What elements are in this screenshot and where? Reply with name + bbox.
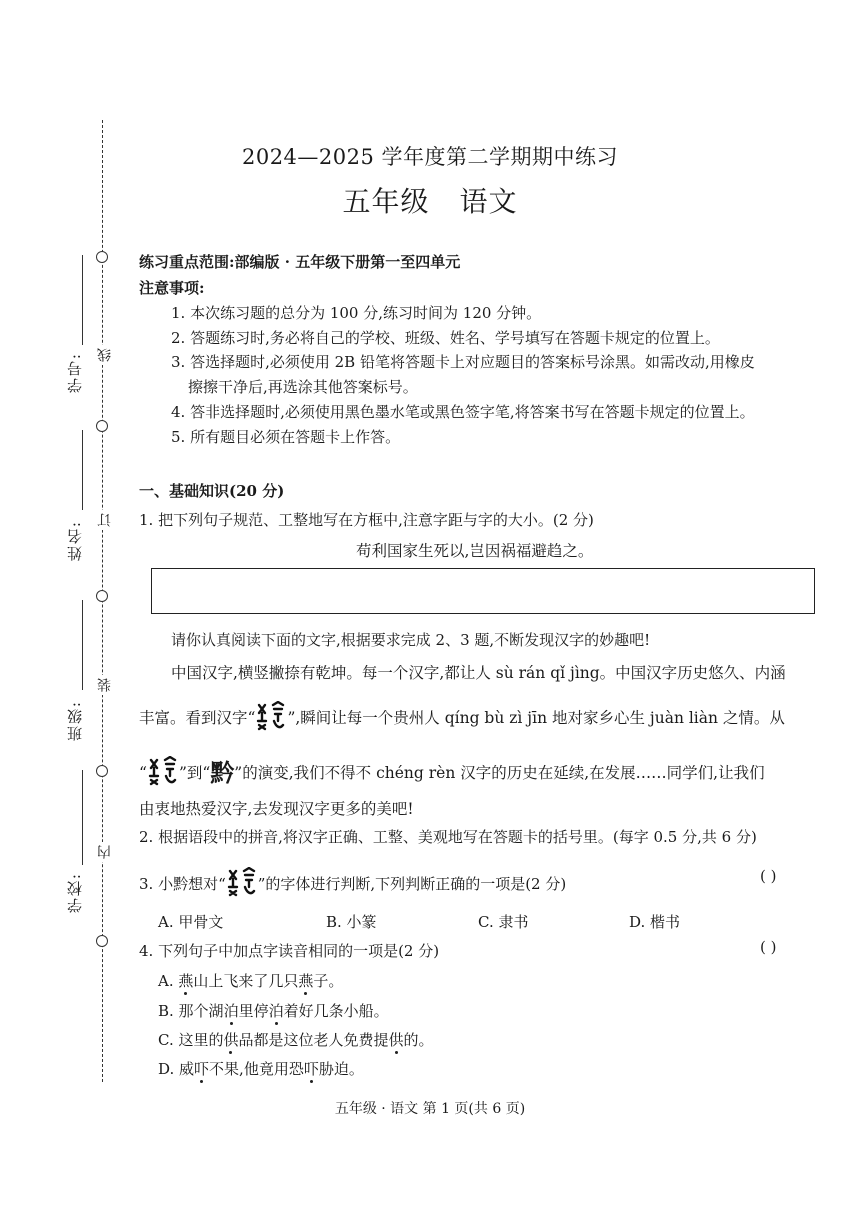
option-text: 不果,他竟用恐 <box>209 1060 304 1078</box>
note-item: 擦擦干净后,再选涂其他答案标号。 <box>188 378 418 396</box>
option-text: B. 那个湖 <box>158 1002 224 1020</box>
option-a[interactable] <box>158 970 343 991</box>
ancient-character-glyph <box>227 867 257 897</box>
option-text: A. <box>158 972 179 990</box>
binding-circle <box>96 590 108 602</box>
passage-text: “ <box>139 764 147 782</box>
passage-text: ”,瞬间让每一个贵州人 qíng bù zì jīn 地对家乡心生 juàn liàn 之情。从 <box>287 709 785 727</box>
class-label: 班级: <box>66 700 84 742</box>
option-d[interactable] <box>158 1058 364 1079</box>
passage-line: 由衷地热爱汉字,去发现汉字更多的美吧! <box>139 800 414 818</box>
question-3-text: 3. 小黔想对“ <box>139 875 226 893</box>
student-name-field <box>64 520 85 561</box>
margin-mark-ding: 订 <box>95 510 115 530</box>
exam-title: 2024—2025 学年度第二学期期中练习 <box>241 145 619 169</box>
option-a[interactable]: A. 甲骨文 <box>158 913 224 931</box>
question-2: 2. 根据语段中的拼音,将汉字正确、工整、美观地写在答题卡的括号里。(每字 0.5 分,共 6 分) <box>139 828 757 846</box>
dotted-character: 吓 <box>194 1060 210 1078</box>
passage-intro: 请你认真阅读下面的文字,根据要求完成 2、3 题,不断发现汉字的妙趣吧! <box>171 631 651 649</box>
modern-character-glyph: 黔 <box>210 758 235 787</box>
note-item: 4. 答非选择题时,必须使用黑色墨水笔或黑色签字笔,将答案书写在答题卡规定的位置上。 <box>171 403 755 421</box>
option-text: 里停 <box>238 1002 269 1020</box>
passage-line: 中国汉字,横竖撇捺有乾坤。每一个汉字,都让人 sù rán qǐ jìng。中国汉字历史悠久、内涵 <box>171 664 786 682</box>
class-field <box>64 700 85 741</box>
option-text: 山上飞来了几只 <box>193 972 299 990</box>
dotted-character: 燕 <box>178 972 194 990</box>
option-text: 子。 <box>313 972 344 990</box>
scope-line: 练习重点范围:部编版 · 五年级下册第一至四单元 <box>139 253 461 271</box>
option-b[interactable] <box>158 1000 389 1021</box>
answer-parenthesis[interactable]: ( ) <box>760 938 777 956</box>
margin-mark-nei: 内 <box>95 842 115 862</box>
note-item: 1. 本次练习题的总分为 100 分,练习时间为 120 分钟。 <box>171 304 542 322</box>
note-item: 3. 答选择题时,必须使用 2B 铅笔将答题卡上对应题目的答案标号涂黑。如需改动,用橡皮 <box>171 353 755 371</box>
dotted-character: 吓 <box>303 1060 319 1078</box>
underline <box>82 770 83 865</box>
answer-parenthesis[interactable]: ( ) <box>760 867 777 885</box>
question-1-sentence: 苟利国家生死以,岂因祸福避趋之。 <box>356 542 594 560</box>
school-field <box>64 872 85 913</box>
student-number-field <box>64 352 85 393</box>
option-b[interactable]: B. 小篆 <box>326 913 377 931</box>
ancient-character-glyph <box>148 756 178 786</box>
note-item: 5. 所有题目必须在答题卡上作答。 <box>171 428 401 446</box>
grade-label: 五年级 <box>342 185 430 218</box>
student-name-label: 姓名: <box>66 520 84 562</box>
exam-subtitle <box>0 180 860 220</box>
question-1: 1. 把下列句子规范、工整地写在方框中,注意字距与字的大小。(2 分) <box>139 511 594 529</box>
underline <box>82 430 83 510</box>
passage-text: 丰富。看到汉字“ <box>139 709 256 727</box>
binding-circle <box>96 935 108 947</box>
passage-line <box>139 753 765 788</box>
option-text: C. 这里的 <box>158 1031 224 1049</box>
note-item: 2. 答题练习时,务必将自己的学校、班级、姓名、学号填写在答题卡规定的位置上。 <box>171 329 720 347</box>
student-number-label: 学号: <box>66 352 84 394</box>
passage-line <box>139 701 785 731</box>
binding-circle <box>96 251 108 263</box>
page-footer: 五年级 · 语文 第 1 页(共 6 页) <box>334 1101 526 1117</box>
option-text: D. 威 <box>158 1060 195 1078</box>
dotted-character: 供 <box>388 1031 404 1049</box>
binding-circle <box>96 420 108 432</box>
question-3 <box>139 867 566 897</box>
question-4: 4. 下列句子中加点字读音相同的一项是(2 分) <box>139 942 440 960</box>
option-d[interactable]: D. 楷书 <box>629 913 681 931</box>
dotted-character: 燕 <box>298 972 314 990</box>
passage-text: ”的演变,我们不得不 chéng rèn 汉字的历史在延续,在发展……同学们,让我们 <box>234 764 765 782</box>
dotted-character: 泊 <box>268 1002 284 1020</box>
option-text: 品都是这位老人免费提 <box>238 1031 389 1049</box>
margin-mark-zhuang: 装 <box>95 675 115 695</box>
binding-circle <box>96 765 108 777</box>
underline <box>82 600 83 690</box>
option-text: 胁迫。 <box>318 1060 364 1078</box>
ancient-character-glyph <box>256 701 286 731</box>
margin-mark-xian: 线 <box>95 345 115 365</box>
underline <box>82 255 83 345</box>
option-text: 的。 <box>403 1031 434 1049</box>
dotted-character: 泊 <box>223 1002 239 1020</box>
option-text: 着好几条小船。 <box>283 1002 389 1020</box>
subject-label: 语文 <box>459 185 518 218</box>
school-label: 学校: <box>66 872 84 914</box>
question-3-text: ”的字体进行判断,下列判断正确的一项是(2 分) <box>257 875 567 893</box>
option-c[interactable]: C. 隶书 <box>478 913 529 931</box>
passage-text: ”到“ <box>178 764 211 782</box>
section-heading: 一、基础知识(20 分) <box>139 482 285 500</box>
notes-heading: 注意事项: <box>139 279 205 297</box>
dotted-character: 供 <box>223 1031 239 1049</box>
answer-writing-box[interactable] <box>151 568 815 614</box>
option-c[interactable] <box>158 1029 434 1050</box>
